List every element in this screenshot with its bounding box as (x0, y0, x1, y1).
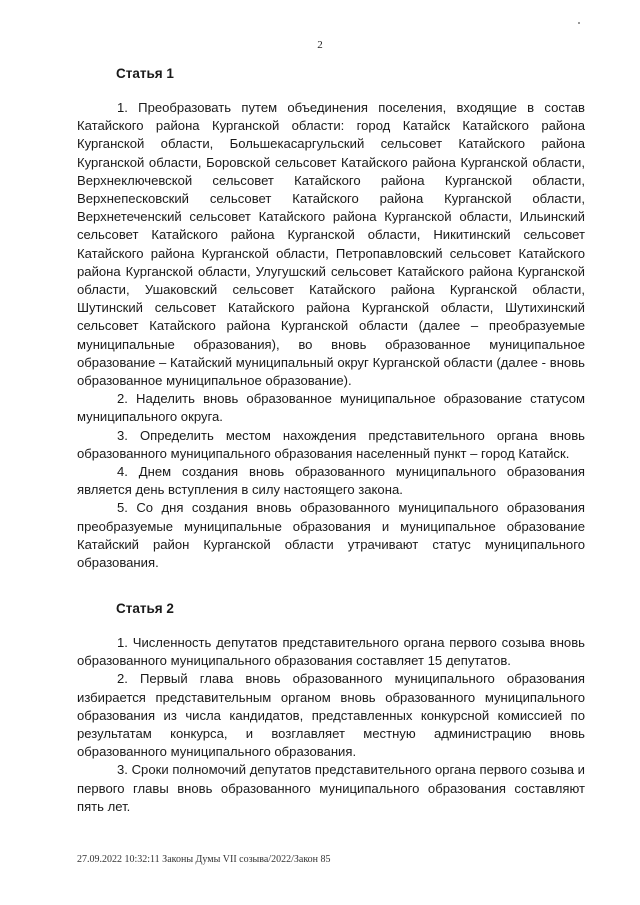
page-number: 2 (317, 39, 323, 51)
article-2-paragraph: 3. Сроки полномочий депутатов представительного органа первого созыва и первого главы вновь образованного муниципального образования составляют пять лет. (77, 762, 585, 814)
article-1-paragraph: 5. Со дня создания вновь образованного муниципального образования преобразуемые муниципальные образования и муниципальное образование Катайский район Курганской области утрачивают статус муниципального образования. (77, 500, 585, 571)
article-2-heading: Статья 2 (116, 601, 174, 616)
article-2-paragraph: 2. Первый глава вновь образованного муниципального образования избирается представительным органом вновь образованного муниципального образования из числа кандидатов, представленных конкурсной комиссией по результатам конкурса, и возглавляет местную администрацию вновь образованного муниципального образования. (77, 671, 585, 760)
article-2-body (77, 634, 585, 816)
scan-mark (578, 22, 580, 24)
article-2-paragraph: 1. Численность депутатов представительного органа первого созыва вновь образованного муниципального образования составляет 15 депутатов. (77, 635, 585, 669)
article-1-body (77, 99, 585, 572)
article-1-paragraph: 2. Наделить вновь образованное муниципальное образование статусом муниципального округа. (77, 391, 585, 425)
article-1-heading: Статья 1 (116, 66, 174, 81)
article-1-paragraph: 1. Преобразовать путем объединения поселения, входящие в состав Катайского района Курганской области: город Катайск Катайского района Курганской области, Большекасаргульский сельсовет Катайского района Курганской области, Боровской сельсовет Катайского района Курганской области, Верхнеключевской сельсовет Катайского района Курганской области, Верхнепесковский сельсовет Катайского района Курганской области, Верхнетеченский сельсовет Катайского района Курганской области, Ильинский сельсовет Катайского района Курганской области, Никитинский сельсовет Катайского района Курганской области, Петропавловский сельсовет Катайского района Курганской области, Улугушский сельсовет Катайского района Курганской области, Ушаковский сельсовет Катайского района Курганской области, Шутинский сельсовет Катайского района Курганской области, Шутихинский сельсовет Катайского района Курганской области (далее – преобразуемые муниципальные образования), во вновь образованное муниципальное образование – Катайский муниципальный округ Курганской области (далее - вновь образованное муниципальное образование). (77, 100, 585, 389)
document-footer: 27.09.2022 10:32:11 Законы Думы VII созыва/2022/Закон 85 (77, 854, 331, 865)
article-1-paragraph: 3. Определить местом нахождения представительного органа вновь образованного муниципального образования населенный пункт – город Катайск. (77, 427, 585, 461)
article-1-paragraph: 4. Днем создания вновь образованного муниципального образования является день вступления в силу настоящего закона. (77, 464, 585, 498)
